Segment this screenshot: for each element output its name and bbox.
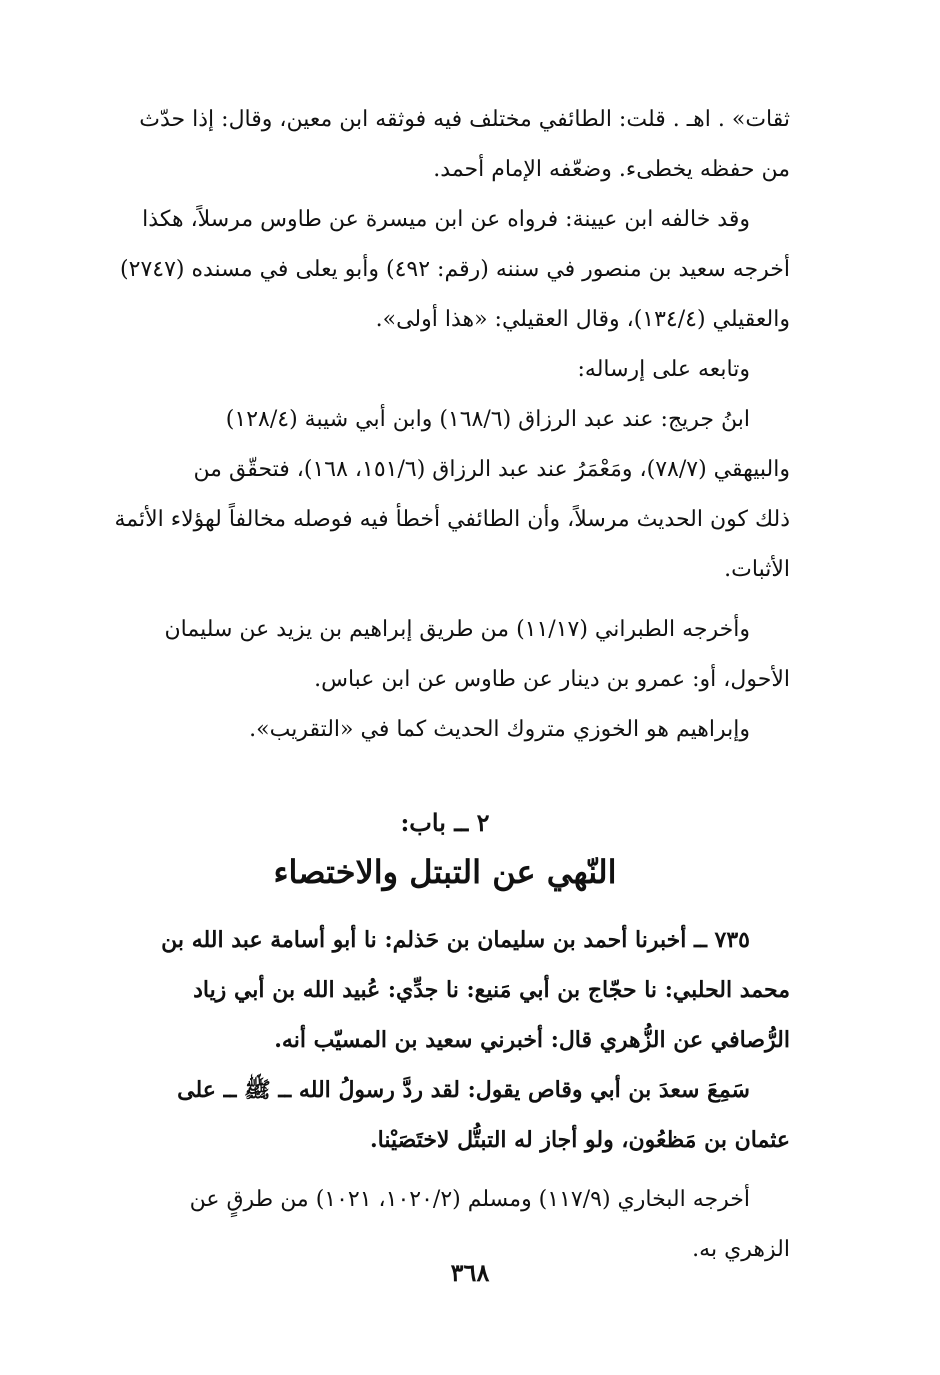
page-number: ٣٦٨ — [450, 1258, 490, 1287]
page-body — [100, 95, 790, 1275]
text-line: وإبراهيم هو الخوزي متروك الحديث كما في «التقريب». — [249, 717, 750, 742]
chapter-title: النّهي عن التبتل والاختصاء — [273, 853, 617, 891]
text-line: ثقات» . اهـ . قلت: الطائفي مختلف فيه فوثقه ابن معين، وقال: إذا حدّث — [139, 107, 790, 132]
text-line: عثمان بن مَظعُون، ولو أجاز له التبتُّل لاختَصَيْنا. — [369, 1127, 790, 1153]
paragraph-2 — [100, 195, 790, 345]
text-line: والعقيلي (١٣٤/٤)، وقال العقيلي: «هذا أولى». — [375, 307, 790, 332]
text-line: وقد خالفه ابن عيينة: فرواه عن ابن ميسرة عن طاوس مرسلاً، هكذا — [142, 207, 750, 232]
text-line: وتابعه على إرساله: — [577, 357, 750, 382]
text-line: سَمِعَ سعدَ بن أبي وقاص يقول: لقد ردَّ رسولُ الله ــ ﷺ ــ على — [177, 1077, 750, 1103]
text-line: الأثبات. — [724, 557, 790, 582]
text-line: محمد الحلبي: نا حجّاج بن أبي مَنيع: نا جدِّي: عُبيد الله بن أبي زياد — [193, 977, 790, 1003]
text-line: الرُّصافي عن الزُّهري قال: أخبرني سعيد بن المسيّب أنه. — [274, 1027, 790, 1053]
text-line: والبيهقي (٧٨/٧)، ومَعْمَرُ عند عبد الرزاق (١٥١/٦، ١٦٨)، فتحقّق من — [193, 457, 790, 482]
text-line: ذلك كون الحديث مرسلاً، وأن الطائفي أخطأ فيه فوصله مخالفاً لهؤلاء الأئمة — [114, 507, 790, 532]
text-line: ٧٣٥ ــ أخبرنا أحمد بن سليمان بن حَذلم: نا أبو أسامة عبد الله بن — [161, 927, 750, 953]
paragraph-3 — [100, 345, 790, 395]
text-line: أخرجه سعيد بن منصور في سننه (رقم: ٤٩٢) وأبو يعلى في مسنده (٢٧٤٧) — [120, 257, 790, 282]
paragraph-4 — [100, 395, 790, 595]
text-line: من حفظه يخطىء. وضعّفه الإمام أحمد. — [433, 157, 790, 182]
chapter-heading — [100, 803, 790, 901]
paragraph-6 — [100, 705, 790, 755]
text-line: ابنُ جريج: عند عبد الرزاق (١٦٨/٦) وابن أبي شيبة (١٢٨/٤) — [225, 407, 750, 432]
hadith-matn — [100, 1065, 790, 1165]
paragraph-5 — [100, 605, 790, 705]
text-line: وأخرجه الطبراني (١١/١٧) من طريق إبراهيم بن يزيد عن سليمان — [164, 617, 750, 642]
chapter-number: ٢ ــ باب: — [400, 808, 490, 837]
text-line: الأحول، أو: عمرو بن دينار عن طاوس عن ابن عباس. — [314, 667, 790, 692]
paragraph-1 — [100, 95, 790, 195]
text-line: الزهري به. — [692, 1237, 790, 1262]
text-line: أخرجه البخاري (١١٧/٩) ومسلم (١٠٢٠/٢، ١٠٢١) من طرقٍ عن — [189, 1187, 750, 1212]
hadith-isnad — [100, 915, 790, 1065]
